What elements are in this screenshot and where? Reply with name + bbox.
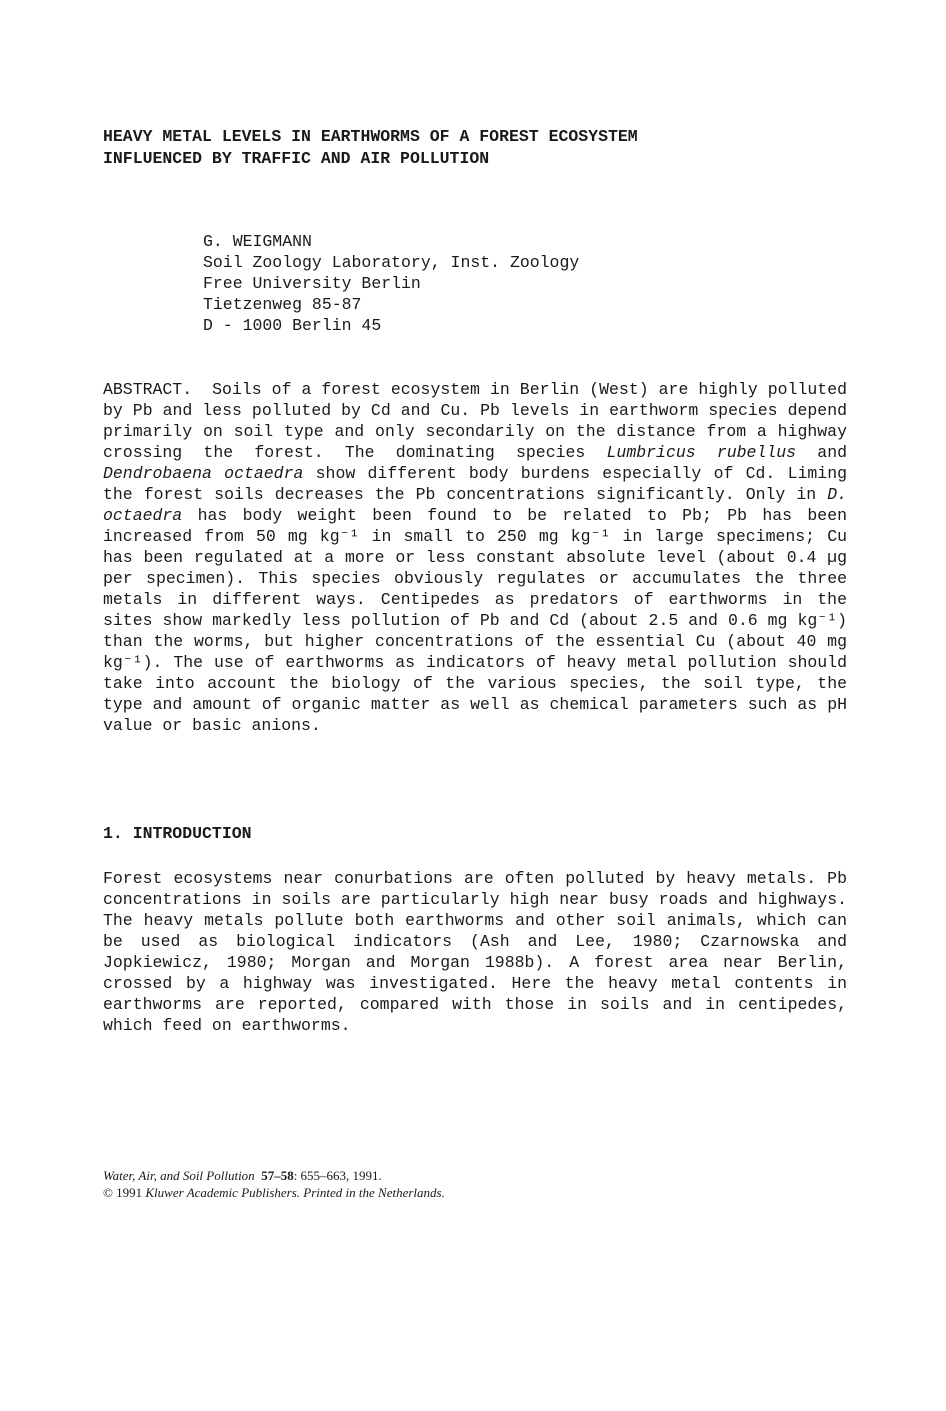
citation-line [103,1167,445,1184]
section-heading-introduction: 1. INTRODUCTION [103,824,252,843]
journal-footer [103,1167,445,1201]
journal-volume: 57–58 [261,1168,294,1183]
paper-title-line-2: INFLUENCED BY TRAFFIC AND AIR POLLUTION [103,149,490,168]
publisher: Kluwer Academic Publishers. Printed in the Netherlands. [145,1185,445,1200]
copyright-line [103,1184,445,1201]
abstract [103,379,847,736]
author-name: G. WEIGMANN [203,232,312,251]
author-block [203,231,579,336]
abstract-text-3: has body weight been found to be related to Pb; Pb has been increased from 50 mg kg⁻¹ in small to 250 mg kg⁻¹ in large specimens; Cu has been regulated at a more or less constant absolute level (about 0.4 µg per specimen). This species obviously regulates or accumulates the three metals in different ways. Centipedes as predators of earthworms in the sites show markedly less pollution of Pb and Cd (about 2.5 and 0.6 mg kg⁻¹) than the worms, but higher concentrations of the essential Cu (about 40 mg kg⁻¹). The use of earthworms as indicators of heavy metal pollution should take into account the biology of the various species, the soil type, the type and amount of organic matter as well as chemical parameters such as pH value or basic anions. [103,506,847,735]
species-name: Dendrobaena octaedra [103,464,304,483]
author-street: Tietzenweg 85-87 [203,295,362,314]
paper-title-line-1: HEAVY METAL LEVELS IN EARTHWORMS OF A FOREST ECOSYSTEM [103,127,638,146]
journal-name: Water, Air, and Soil Pollution [103,1168,255,1183]
journal-pages: : 655–663, 1991. [293,1168,382,1183]
copyright-year: © 1991 [103,1185,143,1200]
species-name: D. octaedra [103,485,847,525]
abstract-conjunction: and [817,443,848,462]
paper-title [103,126,863,170]
author-city: D - 1000 Berlin 45 [203,316,382,335]
species-name: Lumbricus rubellus [606,443,797,462]
author-lab: Soil Zoology Laboratory, Inst. Zoology [203,253,580,272]
author-university: Free University Berlin [203,274,421,293]
introduction-paragraph: Forest ecosystems near conurbations are often polluted by heavy metals. Pb concentrations in soils are particularly high near busy roads and highways. The heavy metals pollute both earthworms and other soil animals, which can be used as biological indicators (Ash and Lee, 1980; Czarnowska and Jopkiewicz, 1980; Morgan and Morgan 1988b). A forest area near Berlin, crossed by a highway was investigated. Here the heavy metal contents in earthworms are reported, compared with those in soils and in centipedes, which feed on earthworms. [103,869,847,1035]
abstract-text-1: Soils of a forest ecosystem in Berlin (West) are highly polluted by Pb and less polluted by Cd and Cu. Pb levels in earthworm species depend primarily on soil type and only secondarily on the distance from a highway crossing the forest. The dominating species [103,380,847,462]
abstract-text-2: show different body burdens especially of Cd. Liming the forest soils decreases the Pb concentrations significantly. Only in [103,464,847,504]
abstract-label: ABSTRACT. [103,380,193,399]
